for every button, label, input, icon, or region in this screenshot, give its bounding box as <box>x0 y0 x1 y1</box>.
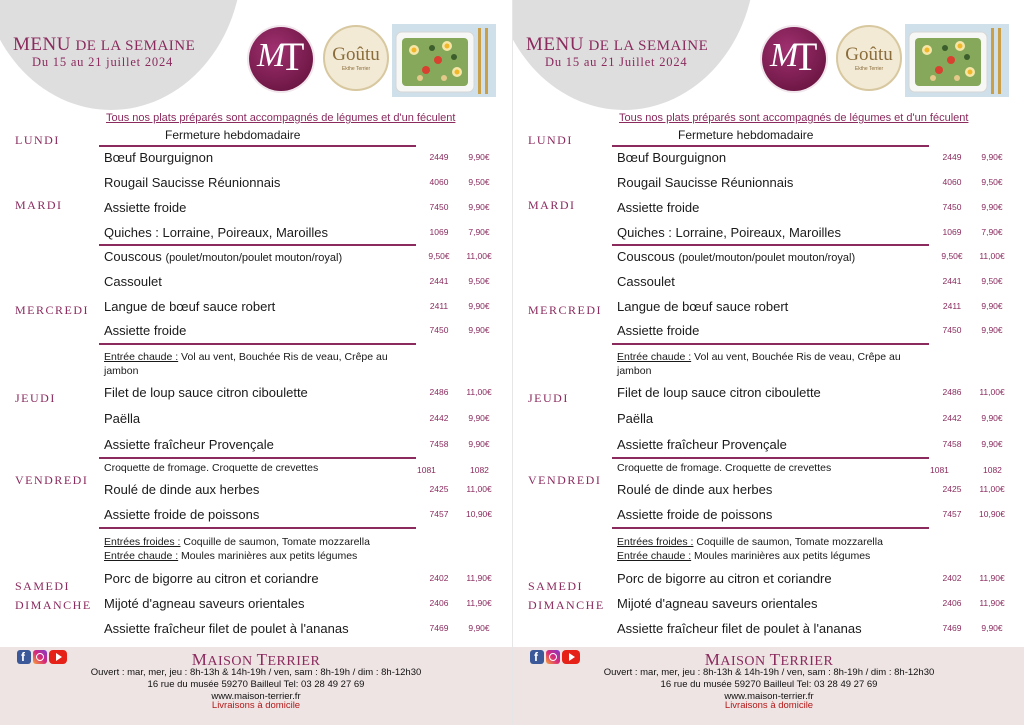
croquette-code-2: 1082 <box>470 465 489 475</box>
brand-rest: AISON <box>207 654 253 669</box>
starter-cold-label: Entrées froides : <box>617 536 694 548</box>
day-friday: VENDREDI <box>15 473 89 487</box>
dish-code: 2402 <box>429 573 449 583</box>
dish-name <box>617 323 699 338</box>
dish-name <box>104 299 275 314</box>
dish-code: 7458 <box>942 439 962 449</box>
facebook-icon[interactable]: f <box>530 650 544 664</box>
dish-code: 1069 <box>942 227 962 237</box>
dish-name <box>617 621 862 636</box>
goutu-logo-text: Goûtu <box>845 44 893 65</box>
dish-price: 11,00€ <box>979 387 1005 397</box>
dish-price: 11,90€ <box>466 598 492 608</box>
croquette-code-1: 1081 <box>930 465 949 475</box>
dish-title: Assiette fraîcheur filet de poulet à l'ananas <box>617 621 862 636</box>
dish-price: 11,90€ <box>979 598 1005 608</box>
side-dish-note: Tous nos plats préparés sont accompagnés de légumes et d'un féculent <box>106 112 456 124</box>
dish-name <box>617 299 788 314</box>
dish-price: 9,90€ <box>981 301 1003 311</box>
dish-name <box>617 150 726 165</box>
logo-letter-t: T <box>280 34 305 79</box>
dish-code: 7450 <box>942 325 962 335</box>
dish-title: Porc de bigorre au citron et coriandre <box>617 571 832 586</box>
dish-price: 9,50€ <box>981 177 1003 187</box>
dish-row <box>104 385 494 409</box>
dish-title: Filet de loup sauce citron ciboulette <box>104 385 308 400</box>
croquette-row <box>617 461 1017 475</box>
dish-price: 11,00€ <box>466 387 492 397</box>
dish-row <box>104 175 494 199</box>
dish-name <box>617 225 841 240</box>
dish-code: 2406 <box>942 598 962 608</box>
dish-price: 9,90€ <box>981 325 1003 335</box>
day-thursday: JEUDI <box>15 391 56 405</box>
dish-title: Couscous <box>104 249 162 264</box>
day-wednesday: MERCREDI <box>528 303 603 317</box>
goutu-logo-text: Goûtu <box>332 44 380 65</box>
brand-initial: T <box>769 650 781 669</box>
dish-row <box>104 411 494 435</box>
dish-title: Assiette fraîcheur Provençale <box>617 437 787 452</box>
dish-price: 9,90€ <box>468 623 490 633</box>
dish-price: 9,90€ <box>468 413 490 423</box>
dish-title: Assiette froide <box>617 200 700 215</box>
maison-terrier-logo <box>762 27 826 91</box>
closure-note: Fermeture hebdomadaire <box>678 128 814 142</box>
dish-name <box>104 175 280 190</box>
dish-price: 9,90€ <box>468 152 490 162</box>
dish-title: Assiette fraîcheur filet de poulet à l'ananas <box>104 621 349 636</box>
dish-name <box>617 482 772 497</box>
dish-title: Quiches : Lorraine, Poireaux, Maroilles <box>617 225 841 240</box>
dish-name <box>617 571 832 586</box>
dish-price: 10,90€ <box>979 509 1005 519</box>
dish-code: 4060 <box>429 177 449 187</box>
dish-price: 9,90€ <box>981 202 1003 212</box>
dish-row <box>104 482 494 506</box>
dish-row <box>104 323 494 347</box>
dish-price: 9,90€ <box>981 623 1003 633</box>
dish-price: 9,90€ <box>981 439 1003 449</box>
dish-detail: (poulet/mouton/poulet mouton/royal) <box>678 252 856 264</box>
starter-hot-text: Moules marinières aux petits légumes <box>178 550 358 562</box>
dish-code: 7450 <box>429 202 449 212</box>
dish-price: 11,90€ <box>979 573 1005 583</box>
dish-row <box>617 299 1007 323</box>
dish-title: Assiette froide <box>104 323 187 338</box>
dish-row <box>617 150 1007 174</box>
dish-name <box>104 225 328 240</box>
dish-title: Roulé de dinde aux herbes <box>104 482 260 497</box>
dish-name <box>104 596 305 611</box>
menu-page-right <box>512 0 1024 725</box>
day-thursday: JEUDI <box>528 391 569 405</box>
website-link[interactable]: www.maison-terrier.fr <box>211 691 301 702</box>
starter-hot-text: Moules marinières aux petits légumes <box>691 550 871 562</box>
dish-row <box>104 507 494 531</box>
dish-row <box>617 323 1007 347</box>
dish-row <box>617 249 1007 273</box>
dish-code: 1069 <box>429 227 449 237</box>
dish-code: 2425 <box>429 484 449 494</box>
dish-code: 2442 <box>942 413 962 423</box>
dish-title: Paëlla <box>617 411 654 426</box>
dish-row <box>104 571 494 595</box>
dish-title: Mijoté d'agneau saveurs orientales <box>617 596 818 611</box>
logo-letter-m: M <box>770 37 799 74</box>
dish-title: Langue de bœuf sauce robert <box>617 299 789 314</box>
goutu-logo-subtext: Ekthe Terrier <box>854 66 884 72</box>
brand-initial: M <box>704 650 721 669</box>
starter-hot-label: Entrée chaude : <box>104 550 179 562</box>
starters-friday <box>617 535 927 563</box>
dish-code: 2411 <box>429 301 449 311</box>
website-link[interactable]: www.maison-terrier.fr <box>724 691 814 702</box>
dish-row <box>617 385 1007 409</box>
starter-text: Vol au vent, Bouchée Ris de veau, Crêpe au <box>178 351 388 363</box>
dish-title: Cassoulet <box>617 274 675 289</box>
dish-code: 2425 <box>942 484 962 494</box>
opening-hours: Ouvert : mar, mer, jeu : 8h-13h & 14h-19h / ven, sam : 8h-19h / dim : 8h-12h30 <box>90 667 422 678</box>
facebook-icon[interactable]: f <box>17 650 31 664</box>
separator <box>612 145 929 147</box>
dish-code: 2486 <box>429 387 449 397</box>
dish-row <box>617 411 1007 435</box>
dish-row <box>104 274 494 298</box>
dish-price: 11,00€ <box>979 251 1005 261</box>
logo-letter-m: M <box>257 37 286 74</box>
dish-code: 9,50€ <box>941 251 963 261</box>
salad-photo <box>905 24 1009 97</box>
dish-title: Assiette froide de poissons <box>617 507 773 522</box>
day-sunday: DIMANCHE <box>528 598 605 612</box>
dish-price: 7,90€ <box>468 227 490 237</box>
dish-code: 7457 <box>429 509 449 519</box>
starter-label: Entrée chaude : <box>104 351 179 363</box>
dish-title: Mijoté d'agneau saveurs orientales <box>104 596 305 611</box>
dish-row <box>617 571 1007 595</box>
brand-initial: M <box>191 650 208 669</box>
dish-price: 9,50€ <box>981 276 1003 286</box>
dish-row <box>104 249 494 273</box>
menu-dates: Du 15 au 21 juillet 2024 <box>32 55 174 69</box>
menu-title <box>526 34 708 56</box>
dish-name <box>104 411 140 426</box>
maison-terrier-logo <box>249 27 313 91</box>
dish-code: 2411 <box>942 301 962 311</box>
goutu-logo-subtext: Ekthe Terrier <box>341 66 371 72</box>
dish-code: 2442 <box>429 413 449 423</box>
dish-code: 4060 <box>942 177 962 187</box>
dish-code: 7450 <box>942 202 962 212</box>
dish-name <box>104 150 213 165</box>
dish-name <box>617 596 818 611</box>
dish-name <box>104 323 186 338</box>
menu-title <box>13 34 195 56</box>
dish-row <box>617 274 1007 298</box>
dish-price: 10,90€ <box>466 509 492 519</box>
day-saturday: SAMEDI <box>15 579 71 593</box>
address: 16 rue du musée 59270 Bailleul Tel: 03 28 49 27 69 <box>660 679 878 690</box>
dish-name <box>104 200 186 215</box>
day-monday: LUNDI <box>15 133 60 147</box>
croquette-text: Croquette de fromage. Croquette de crevettes <box>104 462 319 474</box>
starter-cold-text: Coquille de saumon, Tomate mozzarella <box>693 536 883 548</box>
dish-name <box>617 507 772 522</box>
dish-row <box>104 200 494 224</box>
dish-row <box>617 596 1007 620</box>
starter-text-cont: jambon <box>617 365 652 377</box>
dish-row <box>617 621 1007 645</box>
day-tuesday: MARDI <box>15 198 63 212</box>
starter-hot-wednesday <box>104 350 414 378</box>
title-menu: MENU <box>13 34 71 55</box>
dish-price: 11,90€ <box>466 573 492 583</box>
dish-row <box>617 200 1007 224</box>
dish-row <box>104 437 494 461</box>
delivery-note: Livraisons à domicile <box>724 700 814 711</box>
dish-detail: (poulet/mouton/poulet mouton/royal) <box>165 252 343 264</box>
dish-price: 9,50€ <box>468 276 490 286</box>
dish-name <box>104 274 162 289</box>
dish-price: 9,90€ <box>981 413 1003 423</box>
brand-initial: T <box>256 650 268 669</box>
dish-code: 7469 <box>429 623 449 633</box>
dish-code: 7458 <box>429 439 449 449</box>
title-menu: MENU <box>526 34 584 55</box>
dish-title: Bœuf Bourguignon <box>617 150 727 165</box>
dish-price: 11,00€ <box>466 484 492 494</box>
dish-price: 9,90€ <box>468 202 490 212</box>
salad-photo <box>392 24 496 97</box>
dish-code: 2441 <box>429 276 449 286</box>
dish-name <box>104 621 349 636</box>
dish-title: Assiette fraîcheur Provençale <box>104 437 274 452</box>
dish-code: 7450 <box>429 325 449 335</box>
starter-cold-label: Entrées froides : <box>104 536 181 548</box>
dish-row <box>617 482 1007 506</box>
dish-price: 9,90€ <box>468 325 490 335</box>
goutu-logo <box>323 25 389 91</box>
day-friday: VENDREDI <box>528 473 602 487</box>
dish-price: 9,90€ <box>468 439 490 449</box>
title-week: DE LA SEMAINE <box>588 38 709 54</box>
dish-code: 2449 <box>942 152 962 162</box>
day-tuesday: MARDI <box>528 198 576 212</box>
dish-title: Assiette froide <box>104 200 187 215</box>
starter-label: Entrée chaude : <box>617 351 692 363</box>
day-sunday: DIMANCHE <box>15 598 92 612</box>
croquette-row <box>104 461 504 475</box>
dish-title: Cassoulet <box>104 274 162 289</box>
delivery-note: Livraisons à domicile <box>211 700 301 711</box>
starter-text-cont: jambon <box>104 365 139 377</box>
dish-name <box>617 200 699 215</box>
dish-title: Filet de loup sauce citron ciboulette <box>617 385 821 400</box>
dish-row <box>104 596 494 620</box>
dish-row <box>617 225 1007 249</box>
dish-name <box>104 249 342 264</box>
dish-row <box>104 621 494 645</box>
dish-price: 11,00€ <box>466 251 492 261</box>
starter-hot-wednesday <box>617 350 927 378</box>
dish-name <box>617 437 787 452</box>
day-wednesday: MERCREDI <box>15 303 90 317</box>
croquette-code-1: 1081 <box>417 465 436 475</box>
dish-title: Rougail Saucisse Réunionnais <box>617 175 794 190</box>
dish-row <box>617 507 1007 531</box>
dish-code: 2441 <box>942 276 962 286</box>
dish-name <box>617 411 653 426</box>
brand-rest: ERRIER <box>780 654 834 669</box>
dish-code: 2486 <box>942 387 962 397</box>
starter-hot-label: Entrée chaude : <box>617 550 692 562</box>
day-saturday: SAMEDI <box>528 579 584 593</box>
address: 16 rue du musée 59270 Bailleul Tel: 03 28 49 27 69 <box>147 679 365 690</box>
dish-title: Rougail Saucisse Réunionnais <box>104 175 281 190</box>
day-monday: LUNDI <box>528 133 573 147</box>
side-dish-note: Tous nos plats préparés sont accompagnés de légumes et d'un féculent <box>619 112 969 124</box>
dish-row <box>104 150 494 174</box>
starter-cold-text: Coquille de saumon, Tomate mozzarella <box>180 536 370 548</box>
dish-title: Assiette froide de poissons <box>104 507 260 522</box>
starter-text: Vol au vent, Bouchée Ris de veau, Crêpe au <box>691 351 901 363</box>
dish-title: Couscous <box>617 249 675 264</box>
starters-friday <box>104 535 414 563</box>
dish-row <box>617 437 1007 461</box>
dish-code: 2449 <box>429 152 449 162</box>
dish-row <box>104 299 494 323</box>
separator <box>99 145 416 147</box>
dish-title: Assiette froide <box>617 323 700 338</box>
dish-row <box>104 225 494 249</box>
croquette-text: Croquette de fromage. Croquette de crevettes <box>617 462 832 474</box>
dish-title: Langue de bœuf sauce robert <box>104 299 276 314</box>
dish-row <box>617 175 1007 199</box>
dish-code: 7469 <box>942 623 962 633</box>
title-week: DE LA SEMAINE <box>75 38 196 54</box>
dish-price: 9,50€ <box>468 177 490 187</box>
closure-note: Fermeture hebdomadaire <box>165 128 301 142</box>
logo-letter-t: T <box>793 34 818 79</box>
dish-name <box>104 482 259 497</box>
dish-price: 7,90€ <box>981 227 1003 237</box>
brand-rest: AISON <box>720 654 766 669</box>
dish-title: Paëlla <box>104 411 141 426</box>
menu-dates: Du 15 au 21 Juillet 2024 <box>545 55 688 69</box>
dish-title: Roulé de dinde aux herbes <box>617 482 773 497</box>
dish-name <box>104 437 274 452</box>
dish-code: 2402 <box>942 573 962 583</box>
dish-title: Bœuf Bourguignon <box>104 150 214 165</box>
dish-price: 9,90€ <box>468 301 490 311</box>
brand-rest: ERRIER <box>267 654 321 669</box>
dish-name <box>617 175 793 190</box>
dish-code: 2406 <box>429 598 449 608</box>
dish-price: 11,00€ <box>979 484 1005 494</box>
dish-name <box>104 571 319 586</box>
dish-name <box>617 274 675 289</box>
opening-hours: Ouvert : mar, mer, jeu : 8h-13h & 14h-19h / ven, sam : 8h-19h / dim : 8h-12h30 <box>603 667 935 678</box>
dish-name <box>617 249 855 264</box>
goutu-logo <box>836 25 902 91</box>
dish-name <box>104 507 259 522</box>
dish-title: Porc de bigorre au citron et coriandre <box>104 571 319 586</box>
dish-name <box>104 385 308 400</box>
dish-name <box>617 385 821 400</box>
dish-code: 9,50€ <box>428 251 450 261</box>
croquette-code-2: 1082 <box>983 465 1002 475</box>
dish-code: 7457 <box>942 509 962 519</box>
dish-price: 9,90€ <box>981 152 1003 162</box>
dish-title: Quiches : Lorraine, Poireaux, Maroilles <box>104 225 328 240</box>
